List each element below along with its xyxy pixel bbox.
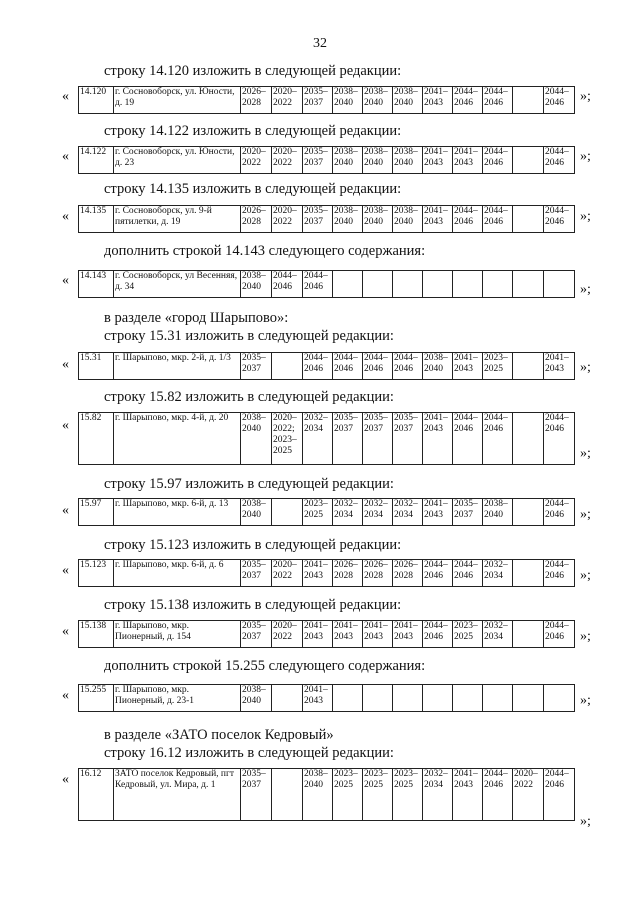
table-row-15-82 xyxy=(78,412,575,465)
period-cell xyxy=(333,271,363,298)
close-quote: »; xyxy=(580,282,591,297)
period-cell xyxy=(544,685,575,712)
period-cell: 2023–2025 xyxy=(453,621,483,648)
address-cell: г. Сосновоборск, ул. Юности, д. 19 xyxy=(114,87,241,114)
period-cell: 2041–2043 xyxy=(423,499,453,526)
instruction-16-12: строку 16.12 изложить в следующей редакции: xyxy=(104,745,394,761)
address-cell: г. Шарыпово, мкр. 6-й, д. 13 xyxy=(114,499,241,526)
address-cell: ЗАТО поселок Кедровый, пгт Кедровый, ул. Мира, д. 1 xyxy=(114,769,241,821)
period-cell: 2041–2043 xyxy=(333,621,363,648)
close-quote: »; xyxy=(580,149,591,164)
period-cell: 2044–2046 xyxy=(544,147,575,174)
table-row xyxy=(79,147,575,174)
period-cell xyxy=(272,353,303,380)
period-cell xyxy=(513,685,544,712)
period-cell: 2026–2028 xyxy=(241,206,272,233)
period-cell: 2044–2046 xyxy=(544,621,575,648)
period-cell: 2026–2028 xyxy=(333,560,363,587)
open-quote: « xyxy=(62,624,69,639)
period-cell: 2023–2025 xyxy=(483,353,513,380)
period-cell: 2020–2022 xyxy=(513,769,544,821)
period-cell: 2038–2040 xyxy=(393,206,423,233)
instruction-14-122: строку 14.122 изложить в следующей редакции: xyxy=(104,123,402,139)
address-cell: г. Шарыпово, мкр. Пионерный, д. 154 xyxy=(114,621,241,648)
period-cell xyxy=(513,560,544,587)
period-cell: 2032–2034 xyxy=(393,499,423,526)
period-cell: 2041–2043 xyxy=(453,147,483,174)
period-cell: 2032–2034 xyxy=(303,413,333,465)
period-cell: 2044–2046 xyxy=(303,271,333,298)
period-cell: 2020–2022 xyxy=(272,87,303,114)
instruction-15-123: строку 15.123 изложить в следующей редакции: xyxy=(104,537,402,553)
row-number-cell: 15.123 xyxy=(79,560,114,587)
period-cell xyxy=(333,685,363,712)
instruction-15-31: строку 15.31 изложить в следующей редакции: xyxy=(104,328,394,344)
period-cell: 2038–2040 xyxy=(483,499,513,526)
period-cell: 2044–2046 xyxy=(333,353,363,380)
period-cell: 2038–2040 xyxy=(241,685,272,712)
address-cell: г. Сосновоборск, ул Весенняя, д. 34 xyxy=(114,271,241,298)
period-cell: 2044–2046 xyxy=(423,560,453,587)
page-number: 32 xyxy=(313,36,327,51)
period-cell: 2038–2040 xyxy=(393,147,423,174)
table-row-14-135 xyxy=(78,205,575,233)
period-cell: 2041–2043 xyxy=(303,685,333,712)
table-row-15-31 xyxy=(78,352,575,380)
period-cell: 2044–2046 xyxy=(423,621,453,648)
period-cell: 2041–2043 xyxy=(453,353,483,380)
close-quote: »; xyxy=(580,89,591,104)
address-cell: г. Сосновоборск, ул. 9-й пятилетки, д. 19 xyxy=(114,206,241,233)
period-cell xyxy=(483,271,513,298)
period-cell: 2032–2034 xyxy=(333,499,363,526)
row-number-cell: 14.120 xyxy=(79,87,114,114)
period-cell: 2032–2034 xyxy=(423,769,453,821)
open-quote: « xyxy=(62,209,69,224)
row-number-cell: 15.138 xyxy=(79,621,114,648)
period-cell: 2020–2022 xyxy=(241,147,272,174)
period-cell xyxy=(513,206,544,233)
period-cell: 2032–2034 xyxy=(363,499,393,526)
table-row xyxy=(79,769,575,821)
period-cell xyxy=(513,147,544,174)
period-cell: 2020–2022 xyxy=(272,147,303,174)
period-cell: 2020–2022; 2023–2025 xyxy=(272,413,303,465)
period-cell: 2044–2046 xyxy=(393,353,423,380)
table-row xyxy=(79,353,575,380)
table-row-16-12 xyxy=(78,768,575,821)
period-cell: 2044–2046 xyxy=(544,413,575,465)
period-cell xyxy=(272,685,303,712)
open-quote: « xyxy=(62,503,69,518)
row-number-cell: 16.12 xyxy=(79,769,114,821)
period-cell xyxy=(453,271,483,298)
period-cell xyxy=(483,685,513,712)
open-quote: « xyxy=(62,357,69,372)
period-cell: 2044–2046 xyxy=(453,87,483,114)
instruction-15-82: строку 15.82 изложить в следующей редакции: xyxy=(104,389,394,405)
period-cell xyxy=(423,685,453,712)
period-cell: 2035–2037 xyxy=(241,353,272,380)
section-heading-sharypovo: в разделе «город Шарыпово»: xyxy=(104,310,289,326)
period-cell: 2035–2037 xyxy=(363,413,393,465)
address-cell: г. Шарыпово, мкр. 4-й, д. 20 xyxy=(114,413,241,465)
close-quote: »; xyxy=(580,209,591,224)
period-cell: 2038–2040 xyxy=(241,413,272,465)
period-cell: 2044–2046 xyxy=(483,87,513,114)
period-cell: 2026–2028 xyxy=(393,560,423,587)
table-row xyxy=(79,685,575,712)
period-cell: 2038–2040 xyxy=(393,87,423,114)
period-cell: 2044–2046 xyxy=(544,560,575,587)
section-heading-kedrovy: в разделе «ЗАТО поселок Кедровый» xyxy=(104,727,334,743)
period-cell: 2026–2028 xyxy=(363,560,393,587)
row-number-cell: 15.82 xyxy=(79,413,114,465)
close-quote: »; xyxy=(580,814,591,829)
row-number-cell: 14.143 xyxy=(79,271,114,298)
row-number-cell: 14.122 xyxy=(79,147,114,174)
instruction-15-255: дополнить строкой 15.255 следующего содержания: xyxy=(104,658,426,674)
period-cell: 2023–2025 xyxy=(393,769,423,821)
period-cell: 2044–2046 xyxy=(453,206,483,233)
open-quote: « xyxy=(62,688,69,703)
instruction-15-138: строку 15.138 изложить в следующей редакции: xyxy=(104,597,402,613)
instruction-14-143: дополнить строкой 14.143 следующего содержания: xyxy=(104,243,426,259)
period-cell: 2044–2046 xyxy=(483,147,513,174)
period-cell xyxy=(272,769,303,821)
open-quote: « xyxy=(62,563,69,578)
period-cell xyxy=(363,685,393,712)
period-cell: 2041–2043 xyxy=(423,87,453,114)
close-quote: »; xyxy=(580,360,591,375)
period-cell xyxy=(513,499,544,526)
period-cell: 2044–2046 xyxy=(544,499,575,526)
period-cell: 2041–2043 xyxy=(453,769,483,821)
period-cell: 2044–2046 xyxy=(453,560,483,587)
table-row xyxy=(79,560,575,587)
close-quote: »; xyxy=(580,568,591,583)
period-cell: 2044–2046 xyxy=(483,769,513,821)
period-cell: 2035–2037 xyxy=(241,560,272,587)
period-cell: 2044–2046 xyxy=(544,769,575,821)
period-cell: 2041–2043 xyxy=(303,621,333,648)
period-cell: 2044–2046 xyxy=(272,271,303,298)
table-row xyxy=(79,413,575,465)
period-cell: 2032–2034 xyxy=(483,560,513,587)
open-quote: « xyxy=(62,418,69,433)
instruction-15-97: строку 15.97 изложить в следующей редакции: xyxy=(104,476,394,492)
row-number-cell: 15.97 xyxy=(79,499,114,526)
period-cell: 2044–2046 xyxy=(483,413,513,465)
table-row-15-97 xyxy=(78,498,575,526)
table-row-14-143 xyxy=(78,270,575,298)
period-cell: 2041–2043 xyxy=(423,413,453,465)
period-cell: 2041–2043 xyxy=(393,621,423,648)
address-cell: г. Шарыпово, мкр. 2-й, д. 1/3 xyxy=(114,353,241,380)
table-row xyxy=(79,499,575,526)
address-cell: г. Шарыпово, мкр. 6-й, д. 6 xyxy=(114,560,241,587)
period-cell: 2041–2043 xyxy=(303,560,333,587)
period-cell xyxy=(453,685,483,712)
row-number-cell: 15.31 xyxy=(79,353,114,380)
table-row-14-122 xyxy=(78,146,575,174)
period-cell: 2035–2037 xyxy=(303,206,333,233)
period-cell: 2038–2040 xyxy=(423,353,453,380)
period-cell xyxy=(513,353,544,380)
instruction-14-135: строку 14.135 изложить в следующей редакции: xyxy=(104,181,402,197)
period-cell xyxy=(513,413,544,465)
table-row-15-255 xyxy=(78,684,575,712)
address-cell: г. Шарыпово, мкр. Пионерный, д. 23-1 xyxy=(114,685,241,712)
period-cell xyxy=(272,499,303,526)
table-row xyxy=(79,621,575,648)
open-quote: « xyxy=(62,149,69,164)
table-row xyxy=(79,206,575,233)
period-cell: 2035–2037 xyxy=(303,87,333,114)
table-row xyxy=(79,87,575,114)
period-cell: 2038–2040 xyxy=(363,87,393,114)
period-cell: 2032–2034 xyxy=(483,621,513,648)
table-row-15-138 xyxy=(78,620,575,648)
period-cell: 2044–2046 xyxy=(544,206,575,233)
period-cell: 2026–2028 xyxy=(241,87,272,114)
close-quote: »; xyxy=(580,446,591,461)
period-cell: 2041–2043 xyxy=(423,147,453,174)
period-cell: 2023–2025 xyxy=(303,499,333,526)
open-quote: « xyxy=(62,772,69,787)
period-cell: 2035–2037 xyxy=(241,769,272,821)
table-row xyxy=(79,271,575,298)
period-cell: 2044–2046 xyxy=(453,413,483,465)
period-cell: 2038–2040 xyxy=(241,499,272,526)
period-cell: 2041–2043 xyxy=(423,206,453,233)
period-cell: 2023–2025 xyxy=(363,769,393,821)
period-cell: 2035–2037 xyxy=(333,413,363,465)
open-quote: « xyxy=(62,89,69,104)
address-cell: г. Сосновоборск, ул. Юности, д. 23 xyxy=(114,147,241,174)
period-cell: 2020–2022 xyxy=(272,206,303,233)
period-cell: 2044–2046 xyxy=(544,87,575,114)
instruction-14-120: строку 14.120 изложить в следующей редакции: xyxy=(104,63,402,79)
period-cell: 2023–2025 xyxy=(333,769,363,821)
row-number-cell: 14.135 xyxy=(79,206,114,233)
period-cell xyxy=(423,271,453,298)
period-cell: 2038–2040 xyxy=(333,87,363,114)
period-cell: 2035–2037 xyxy=(241,621,272,648)
close-quote: »; xyxy=(580,629,591,644)
period-cell: 2038–2040 xyxy=(333,206,363,233)
close-quote: »; xyxy=(580,507,591,522)
period-cell xyxy=(513,87,544,114)
period-cell: 2035–2037 xyxy=(453,499,483,526)
period-cell: 2038–2040 xyxy=(363,206,393,233)
row-number-cell: 15.255 xyxy=(79,685,114,712)
open-quote: « xyxy=(62,273,69,288)
period-cell: 2044–2046 xyxy=(483,206,513,233)
period-cell: 2035–2037 xyxy=(393,413,423,465)
period-cell xyxy=(393,685,423,712)
period-cell xyxy=(393,271,423,298)
period-cell: 2020–2022 xyxy=(272,621,303,648)
period-cell xyxy=(513,271,544,298)
period-cell: 2044–2046 xyxy=(363,353,393,380)
period-cell: 2038–2040 xyxy=(303,769,333,821)
period-cell: 2038–2040 xyxy=(363,147,393,174)
period-cell: 2044–2046 xyxy=(303,353,333,380)
period-cell xyxy=(513,621,544,648)
period-cell: 2038–2040 xyxy=(333,147,363,174)
period-cell: 2041–2043 xyxy=(544,353,575,380)
period-cell xyxy=(363,271,393,298)
period-cell xyxy=(544,271,575,298)
period-cell: 2038–2040 xyxy=(241,271,272,298)
table-row-15-123 xyxy=(78,559,575,587)
close-quote: »; xyxy=(580,693,591,708)
period-cell: 2020–2022 xyxy=(272,560,303,587)
period-cell: 2041–2043 xyxy=(363,621,393,648)
period-cell: 2035–2037 xyxy=(303,147,333,174)
table-row-14-120 xyxy=(78,86,575,114)
